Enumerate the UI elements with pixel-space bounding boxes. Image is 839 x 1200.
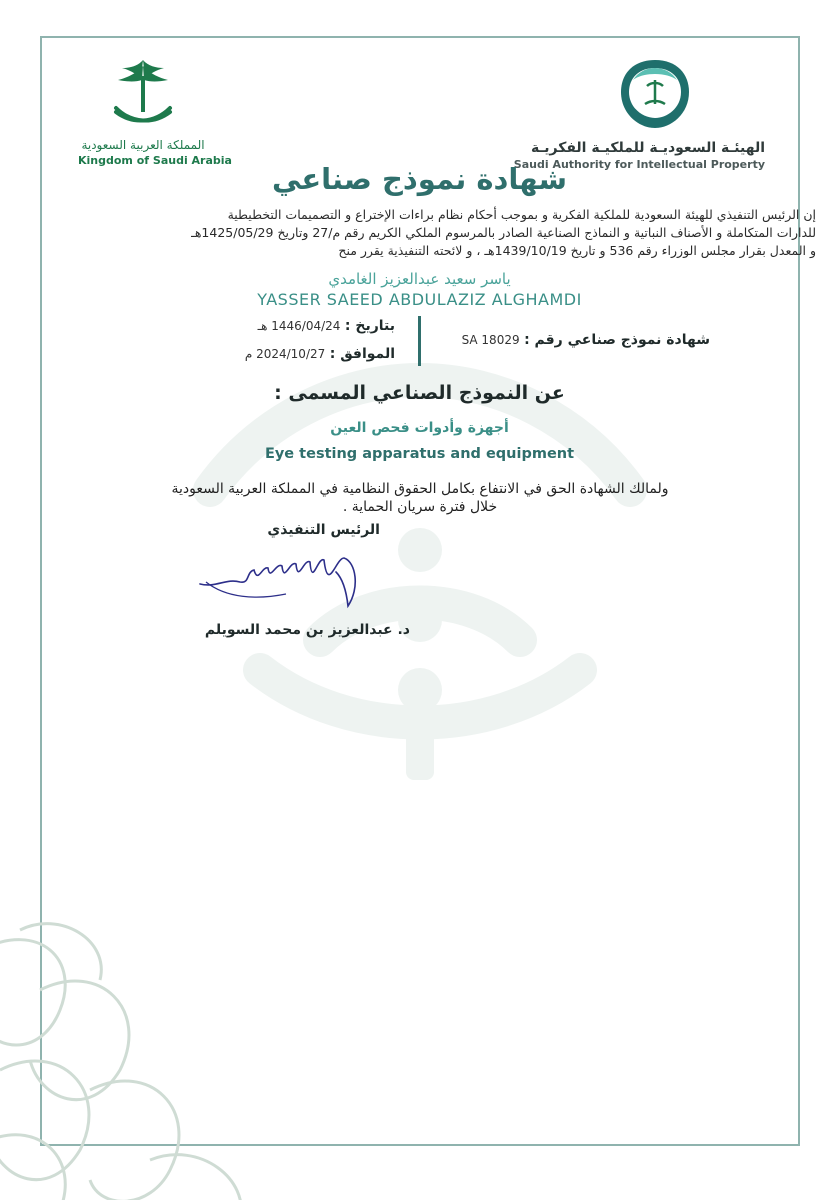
intro-line: و المعدل بقرار مجلس الوزراء رقم 536 و تاريخ 1439/10/19هـ ، و لائحته التنفيذية يقرر منح (338, 243, 816, 258)
intro-line: للدارات المتكاملة و الأصناف النباتية و النماذج الصناعية الصادر بالمرسوم الملكي الكريم رقم م/27 وتاريخ 1425/05/29هـ (191, 225, 816, 240)
certificate-number (440, 332, 710, 348)
kingdom-name-en: Kingdom of Saudi Arabia (78, 154, 232, 167)
decorative-pattern (0, 920, 260, 1200)
hijri-date-label: بتاريخ : (344, 318, 395, 334)
certificate-number-value: SA 18029 (461, 333, 520, 347)
gregorian-date (240, 346, 395, 362)
issuer-name-ar: الهيئـة السعوديـة للملكيـة الفكريـة (530, 140, 765, 156)
kingdom-name-ar: المملكة العربية السعودية (81, 138, 205, 152)
hijri-date-value: 1446/04/24 هـ (257, 319, 341, 333)
vertical-divider (418, 316, 421, 366)
holder-name-ar: ياسر سعيد عبدالعزيز الغامدي (328, 270, 511, 288)
signature (196, 548, 376, 618)
palm-swords-icon (108, 56, 178, 136)
rights-line: خلال فترة سريان الحماية . (342, 499, 498, 515)
intro-line: إن الرئيس التنفيذي للهيئة السعودية للملكية الفكرية و بموجب أحكام نظام براءات الإختراع و التصميمات التخطيطية (227, 207, 816, 222)
gregorian-date-label: الموافق : (329, 346, 395, 362)
hijri-date (240, 318, 395, 334)
design-name-ar: أجهزة وأدوات فحص العين (330, 420, 509, 436)
gregorian-date-value: 2024/10/27 م (244, 347, 326, 361)
certificate-title: شهادة نموذج صناعي (272, 162, 567, 196)
rights-line: ولمالك الشهادة الحق في الانتفاع بكامل الحقوق النظامية في المملكة العربية السعودية (171, 481, 669, 497)
saip-logo (513, 56, 765, 171)
rights-statement (100, 480, 740, 516)
design-name-en: Eye testing apparatus and equipment (264, 446, 575, 462)
ceo-name: د. عبدالعزيز بن محمد السويلم (204, 622, 410, 638)
intro-paragraph (96, 206, 816, 260)
about-heading: عن النموذج الصناعي المسمى : (274, 382, 565, 404)
ceo-title: الرئيس التنفيذي (267, 522, 380, 538)
issuer-name-en: Saudi Authority for Intellectual Property (513, 158, 765, 171)
saip-emblem-icon (617, 56, 693, 132)
kingdom-logo (78, 56, 232, 168)
certificate-number-label: شهادة نموذج صناعي رقم : (524, 332, 710, 348)
holder-name-en: YASSER SAEED ABDULAZIZ ALGHAMDI (257, 290, 582, 309)
